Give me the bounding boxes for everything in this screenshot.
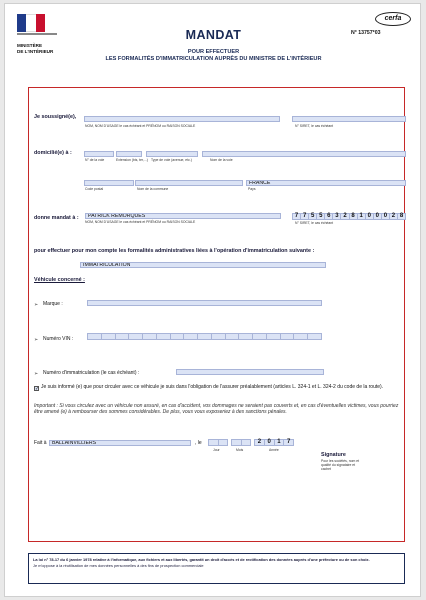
fait-a-label: Fait à <box>34 440 47 446</box>
street-number-input[interactable] <box>84 151 114 157</box>
form-subtitle-2: LES FORMALITÉS D'IMMATRICULATION AUPRÈS DU MINISTRE DE L'INTÉRIEUR <box>105 56 322 62</box>
cnil-footer <box>28 553 405 584</box>
form-page <box>4 3 421 597</box>
marque-input[interactable] <box>87 300 322 306</box>
marque-label: Marque : <box>43 301 63 307</box>
siret-digit: 8 <box>350 214 358 219</box>
cerfa-logo: cerfa <box>375 12 411 26</box>
bullet-icon: ➢ <box>34 302 39 308</box>
postal-code-input[interactable] <box>84 180 134 186</box>
mandataire-name-hint: NOM, NOM D'USAGE le cas échéant et PRÉNOM ou RAISON SOCIALE <box>85 220 196 224</box>
important-notice: Important : Si vous circulez avec un véhicule non assuré, en cas d'accident, vos dommages ne seraient pas couverts et, en cas d'éventuelles victimes, vous pourriez être amené (e) à rembourser des sommes considérables. De plus, vous vous exposeriez à des sanctions pénales. <box>34 403 399 416</box>
signature-hint: Pour les sociétés, nom et qualité du signataire et cachet <box>321 459 360 472</box>
siret-digit: 2 <box>390 214 398 219</box>
year-hint: Année <box>269 448 279 452</box>
soussigne-siret-hint: N° SIRET, le cas échéant <box>295 124 334 128</box>
street-extension-hint: Extension (bis, ter,...) <box>116 158 148 162</box>
prospection-optout: Je m'oppose à la réutilisation de mes données personnelles à des fins de prospection commerciale <box>33 563 204 569</box>
siret-digit: 1 <box>358 214 366 219</box>
month-hint: Mois <box>236 448 244 452</box>
street-name-hint: Nom de la voie <box>210 158 233 162</box>
ministry-name: MINISTÈRE DE L'INTÉRIEUR <box>17 43 54 54</box>
siret-digit: 2 <box>341 214 349 219</box>
soussigne-label: Je soussigné(e), <box>34 114 77 120</box>
siret-digit: 8 <box>399 213 404 219</box>
place-input[interactable]: BALLAINVILLIERS <box>49 440 191 446</box>
year-input[interactable] <box>254 439 294 446</box>
siret-digit: 5 <box>317 214 325 219</box>
day-input[interactable] <box>208 439 228 446</box>
street-extension-input[interactable] <box>116 151 142 157</box>
mandataire-siret-input[interactable] <box>292 213 406 220</box>
street-name-input[interactable] <box>202 151 406 157</box>
mandataire-siret-hint: N° SIRET, le cas échéant <box>295 221 334 225</box>
assurance-checkbox[interactable]: ✓ <box>35 386 40 392</box>
cnil-notice: La loi n° 78-17 du 6 janvier 1978 relative à l'informatique, aux fichiers et aux libertés, garantit un droit d'accès et de rectification des données auprès d'une préfecture ou de son choix. <box>33 557 370 562</box>
vehicule-label: Véhicule concerné : <box>34 277 85 283</box>
street-type-input[interactable] <box>146 151 198 157</box>
immat-label: Numéro d'immatriculation (le cas échéant) : <box>43 370 140 376</box>
street-number-hint: N° de la voie <box>85 158 105 162</box>
mandataire-name-input[interactable]: PATRICK REMORQUES <box>85 213 281 219</box>
country-input[interactable]: FRANCE <box>246 180 406 186</box>
postal-code-hint: Code postal <box>85 187 104 191</box>
siret-digit: 0 <box>382 214 390 219</box>
soussigne-name-input[interactable] <box>84 116 280 122</box>
street-type-hint: Type de voie (avenue, etc.) <box>151 158 192 162</box>
siret-digit: 5 <box>309 214 317 219</box>
country-hint: Pays <box>248 187 256 191</box>
le-label: , le <box>195 440 202 446</box>
assurance-text: Je suis informé (e) que pour circuler avec ce véhicule je suis dans l'obligation de l'assurer préalablement (articles L. 324-1 et L. 324-2 du code de la route). <box>41 384 384 390</box>
siret-digit: 0 <box>366 214 374 219</box>
siret-digit: 0 <box>374 214 382 219</box>
signature-label: Signature <box>321 452 346 458</box>
vin-label: Numéro VIN : <box>43 336 74 342</box>
siret-digit: 7 <box>301 214 309 219</box>
year-digit: 0 <box>265 440 275 445</box>
domicile-label: domicilié(e) à : <box>34 150 72 156</box>
day-hint: Jour <box>213 448 220 452</box>
operation-label: pour effectuer pour mon compte les formalités administratives liées à l'opération d'immatriculation suivante : <box>34 248 315 254</box>
year-digit: 2 <box>255 440 265 445</box>
immat-input[interactable] <box>176 369 324 375</box>
mandat-label: donne mandat à : <box>34 215 79 221</box>
form-title: MANDAT <box>185 28 242 42</box>
soussigne-siret-input[interactable] <box>292 116 406 122</box>
month-input[interactable] <box>231 439 251 446</box>
bullet-icon: ➢ <box>34 337 39 343</box>
form-subtitle-1: POUR EFFECTUER <box>187 49 240 55</box>
operation-input[interactable]: IMMATRICULATION <box>80 262 326 268</box>
siret-digit: 3 <box>333 214 341 219</box>
vin-input[interactable] <box>87 333 322 340</box>
city-input[interactable] <box>135 180 243 186</box>
bullet-icon: ➢ <box>34 371 39 377</box>
siret-digit: 6 <box>325 214 333 219</box>
city-hint: Nom de la commune <box>137 187 169 191</box>
year-digit: 1 <box>275 440 285 445</box>
year-digit: 7 <box>286 439 291 445</box>
soussigne-name-hint: NOM, NOM D'USAGE le cas échéant et PRÉNOM ou RAISON SOCIALE <box>85 124 196 128</box>
siret-digit: 7 <box>293 214 301 219</box>
cerfa-number: N° 13757*03 <box>351 30 381 36</box>
